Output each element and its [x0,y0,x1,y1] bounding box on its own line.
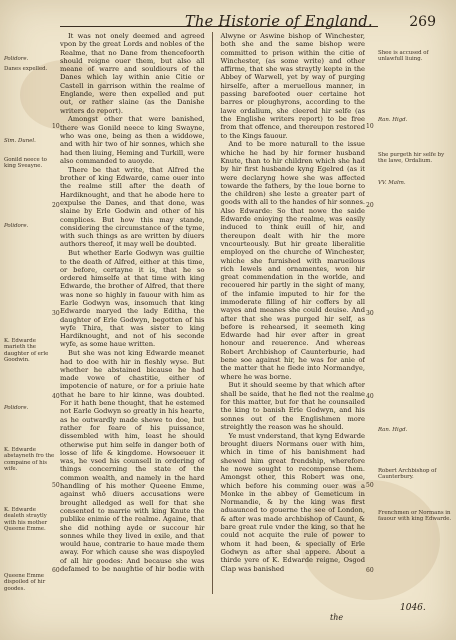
line-number: 50 [366,482,374,489]
line-number: 20 [52,202,60,209]
margin-note: Polidore. [4,223,29,229]
margin-note: K. Edwarde dealeth straytly with his mother Queene Emme. [4,507,48,533]
line-number: 60 [52,567,60,574]
left-margin-notes [4,0,56,640]
line-number: 40 [366,393,374,400]
margin-note: Gonild neece to king Sveayne. [4,157,47,170]
margin-note: Polidore. [4,405,29,411]
margin-note: Frenchmen or Normans in fauour with king Edwarde. [378,510,452,523]
catchword: the [330,613,344,622]
running-title: The Historie of England. [185,14,373,30]
line-number: 30 [366,310,374,317]
margin-note: Robert Archbishop of Caunterbury. [378,468,437,481]
paragraph: But whether Earle Godwyn was guiltie to the death of Alfred, either at this time, or before, certayne it is, that he so ordered himselfe at that time with king Edwarde, the brother of Alfred, that there was none so highly in fauour with him as Earle Godwyn was, insomuch that king Edwarde maryed the lady Editha, the daughter of Erle Godwyn, begotten of his wyfe Thira, that was sister to king Hardiknought, and not of his seconde wyfe, as some haue written. [60,249,205,349]
page-number: 269 [409,14,436,30]
margin-note: She purgeth hir selfe by the lawe, Ordalium. [378,152,445,165]
margin-note: Queene Emme dispoiled of hir goodes. [4,573,46,592]
margin-note: Ran. Higd. [378,427,408,433]
paragraph: There be that write, that Alfred the brother of king Edwarde, came ouer into the realme still after the death of Hardiknought, and that he abode here to expulse the Danes, and that done, was slaine by Erle Godwin and other of his complices. But how this may stande, considering the circumstance of the tyme, with such things as are written by diuers authors thereof, it may well be doubted. [60,165,205,249]
line-number: 50 [52,482,60,489]
paragraph: Ye must vnderstand, that kyng Edwarde brought diuers Normans ouer with him, which in time of his banishment had shewed him great frendship, wherefore he nowe sought to recompense them. Amongst other, this Robert was one, which before his comming ouer was a Monke in the abbey of Gemeticum in Normandie, & by the king was first aduaunced to gouerne the see of London, & after was made archbishop of Caunt, & bare great rule vnder the king, so that he could not acquite the rule of power to whom it had been, & specially of Erle Godwyn as after shal appere. About a thirde yere of K. Edwarde reigne, Osgod Clap was banished [220,431,365,573]
line-number: 20 [366,202,374,209]
line-number: 10 [366,123,374,130]
margin-note: VV. Malm. [378,180,406,186]
margin-note: K. Edwarde abstayneth fro the compaine of his wife. [4,447,55,473]
header-rule [60,26,378,27]
margin-note: Ran. Higd. [378,117,408,123]
paragraph: Amongst other that were banished, there was Gonild neece to king Swayne, who was one, being as then a widdowe, and with hir two of hir sonnes, which she had then liuing, Heming and Turkill, were also commanded to auoyde. [60,115,205,165]
margin-note: Shee is accused of unlawfull liuing. [378,50,429,63]
line-number: 10 [52,123,60,130]
paragraph: It was not onely deemed and agreed vpon by the great Lords and nobles of the Realme, that no Dane from thencefoorth should reigne ouer them, but also all meane of warre and souldiours of the Danes which lay within anie Citie or Castell in garrison within the realme of Englande, were then expelled and put out, or rather slaine (as the Danishe writers do report). [60,32,205,115]
line-number: 60 [366,567,374,574]
margin-note: Sim. Dunel. [4,138,36,144]
paragraph: But she was not king Edwarde meanet had to doe with hir in fleshly wyse. But whether he abstained bicause he had made vowe of chastitie, either of impotencie of nature, or for a priuie hate that he bare to hir kinne, was doubted. For it hath bene thought, that he estemed not Earle Godwyn so greatly in his hearte, as he outwardly made shewe to doe, but rather for feare of his puissance, dissembled with him, least he should otherwise put him selfe in danger both of losse of life & kingdome. Howsoeuer it was, he vsed his counsell in ordering of things concerning the state of the common wealth, and namely in the hard handling of his mother Queene Emme, against whō diuers accusations were brought alledged as well for that she consented to marrie with king Knute the publike enimie of the realme. Againe, that she did nothing ayde or succour hir sonnes while they lived in exile, and that would haue, contrarie to haue made them away. For which cause she was dispoyled of all hir goodes: And because she was defamed to be naughtie of hir bodie with Alwyne or Aswine bishop of Winchester, both she and the same bishop were committed to prison within the citie of Winchester, (as some write) and other affirme, that she was straytly kepte in the Abbey of Warwell, yet by way of purging hirselfe, after a meruellous manner, in passing barefooted ouer certaine hot barres or ploughyrons, according to the lawe ordalium, she cleered hir selfe (as the Englishe writers report) to be free from that offence, and thereupon restored to the Kings fauour. [60,32,365,573]
margin-note: Polidore. [4,56,29,62]
margin-note: Danes expelled. [4,66,48,72]
body-columns [60,32,365,594]
line-number: 30 [52,310,60,317]
right-margin-notes [378,0,452,640]
year-note: 1046. [400,603,426,613]
paragraph: And to be more naturall to the issue whiche he had by hir former husband Knute, than to hir children which she had by hir first husbande kyng Egelred (as it were declaryng howe she was affected towarde the fathers, by the loue borne to the children) she leste a greater part of goods with all to the handes of hir sonnes. Also Edwarde: So that nowe the saide Edwarde enioying the realme, was easily induced to think euill of hir, and thereupon dealt with hir the more vncourteously. But hir greate liberalitie employed on the churche of Winchester, whiche she furnished with marueilous rich Iewels and ornamentes, won hir great commendation in the worlde, and recouered hir partly in the sight of many, of the infamie imputed to hir for the immoderate filling of hir coffers by all wayes and meanes she could deuise. And after that she was purged hir self, as before is rehearsed, it seemeth king Edwarde had hir ever after in great honour and reuerence. And whereas Robert Archbishop of Caunterburie, had bene soe against hir, he was for anie of the matter that he flede into Normandye, where he was borne. [220,140,365,381]
paragraph: But it should seeme by that which after shall be saide, that he fled not the realme for this matter, but for that he counsailed the king to banish Erle Godwyn, and his sonnes out of the Englishmen more streightly the reason was he should. [220,381,365,431]
margin-note: K. Edwarde marieth the daughter of erle Goodwin. [4,338,49,364]
line-number: 40 [52,393,60,400]
